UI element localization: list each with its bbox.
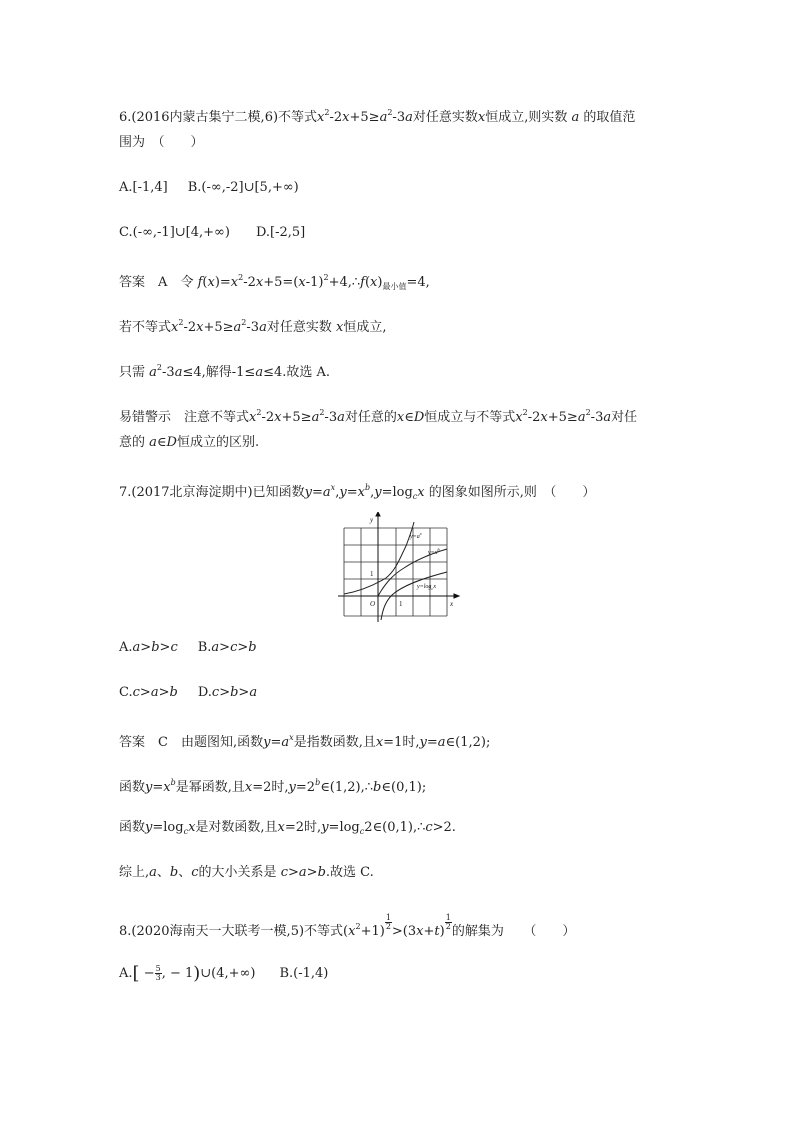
q7-answer-line2: 函数$y=x^b$是幂函数,且x=2时$,y=2^b\in(1,2),\therefore b\in(0,1)$;: [119, 778, 427, 795]
q6-option-d: D.[-2,5]: [255, 225, 306, 240]
q6-warning-line2: 意的 a∈D恒成立的区别.: [119, 435, 260, 450]
q7-option-b: B.a>c>b: [197, 640, 257, 655]
label-exponential: $y=a^x$: [410, 531, 422, 540]
q7-option-a: A.a>b>c: [119, 640, 178, 655]
q7-stem: 7.(2017北京海淀期中)已知函数$y=a^x,y=x^b,y=\log_cx$ 的图象如图所示,则 （ ）: [119, 483, 596, 501]
answer-label: 答案: [119, 735, 146, 750]
q6-options-line1: [119, 178, 299, 198]
graph-grid: [344, 528, 447, 616]
warning-label: 易错警示: [119, 410, 172, 425]
q6-answer-line3: 只需 $a^2-3a\le 4$,解得-1≤a≤4.故选 A.: [119, 363, 331, 380]
q6-stem-line2: 围为 （ ）: [119, 135, 204, 150]
q7-option-c: C.c>a>b: [119, 685, 178, 700]
q7-answer-line1: 答案 C 由题图知,函数$y=a^x$是指数函数,且x=1时,y=a∈(1,2);: [119, 733, 491, 750]
x-tick-1: 1: [399, 600, 403, 608]
q7-answer-line3: 函数$y=\log_cx$是对数函数,且x=2时$,y=\log_c2\in(0,1),\therefore c>2$.: [119, 820, 456, 836]
q7-options-line1: [119, 638, 257, 658]
q7-answer-line4: 综上,a、b、c的大小关系是 c>a>b.故选 C.: [119, 865, 374, 880]
q8-options: [119, 964, 328, 984]
y-arrow-icon: [376, 512, 380, 516]
q8-option-a: A.[ − $\frac{5}{3}$ , − 1)∪(4,+∞): [119, 963, 256, 984]
q8-option-b: B.(-1,4): [279, 966, 329, 981]
function-graph: [336, 512, 460, 622]
curve-power: [378, 549, 447, 596]
q6-stem-line1: 6.(2016内蒙古集宁二模,6)不等式$x^2-2x+5\ge a^2-3a$对任意实数x恒成立,则实数 a 的取值范: [119, 108, 636, 125]
origin-label: O: [370, 600, 376, 608]
exp-fraction-half: $\frac{1}{2}$: [445, 913, 451, 931]
q8-stem: 8.(2020海南天一大联考一模,5)不等式$(x^2+1)$ $\frac{1}{2}$ >(3x+t) $\frac{1}{2}$ 的解集为 （ ）: [119, 913, 576, 939]
q7-option-d: D.c>b>a: [197, 685, 258, 700]
q7-options-line2: [119, 683, 257, 703]
q6-options-line2: [119, 223, 305, 243]
q6-warning-line1: 易错警示 注意不等式$x^2-2x+5\ge a^2-3a$对任意的x∈D恒成立与不等式$x^2-2x+5\ge a^2-3a$对任: [119, 408, 638, 425]
x-arrow-icon: [454, 594, 459, 598]
y-axis-label: y: [370, 516, 374, 524]
y-tick-1: 1: [370, 570, 374, 578]
label-power: $y=x^b$: [428, 547, 440, 556]
q6-answer-line1: 答案 A 令 $f(x)=x^2-2x+5=(x-1)^2+4,\therefore f(x)_{最小值}=4$,: [119, 273, 430, 291]
q6-answer-line2: 若不等式$x^2-2x+5\ge a^2-3a$对任意实数 x恒成立,: [119, 318, 387, 335]
label-log: $y=\log_cx$: [417, 584, 437, 591]
q6-option-b: B.(-∞,-2]∪[5,+∞): [187, 180, 299, 195]
answer-label: 答案: [119, 275, 146, 290]
q6-option-c: C.(-∞,-1]∪[4,+∞): [119, 225, 230, 240]
curve-exponential: [344, 522, 414, 594]
x-axis-label: x: [450, 600, 454, 608]
q6-option-a: A.[-1,4]: [119, 180, 168, 195]
exp-fraction-half: $\frac{1}{2}$: [385, 913, 391, 931]
